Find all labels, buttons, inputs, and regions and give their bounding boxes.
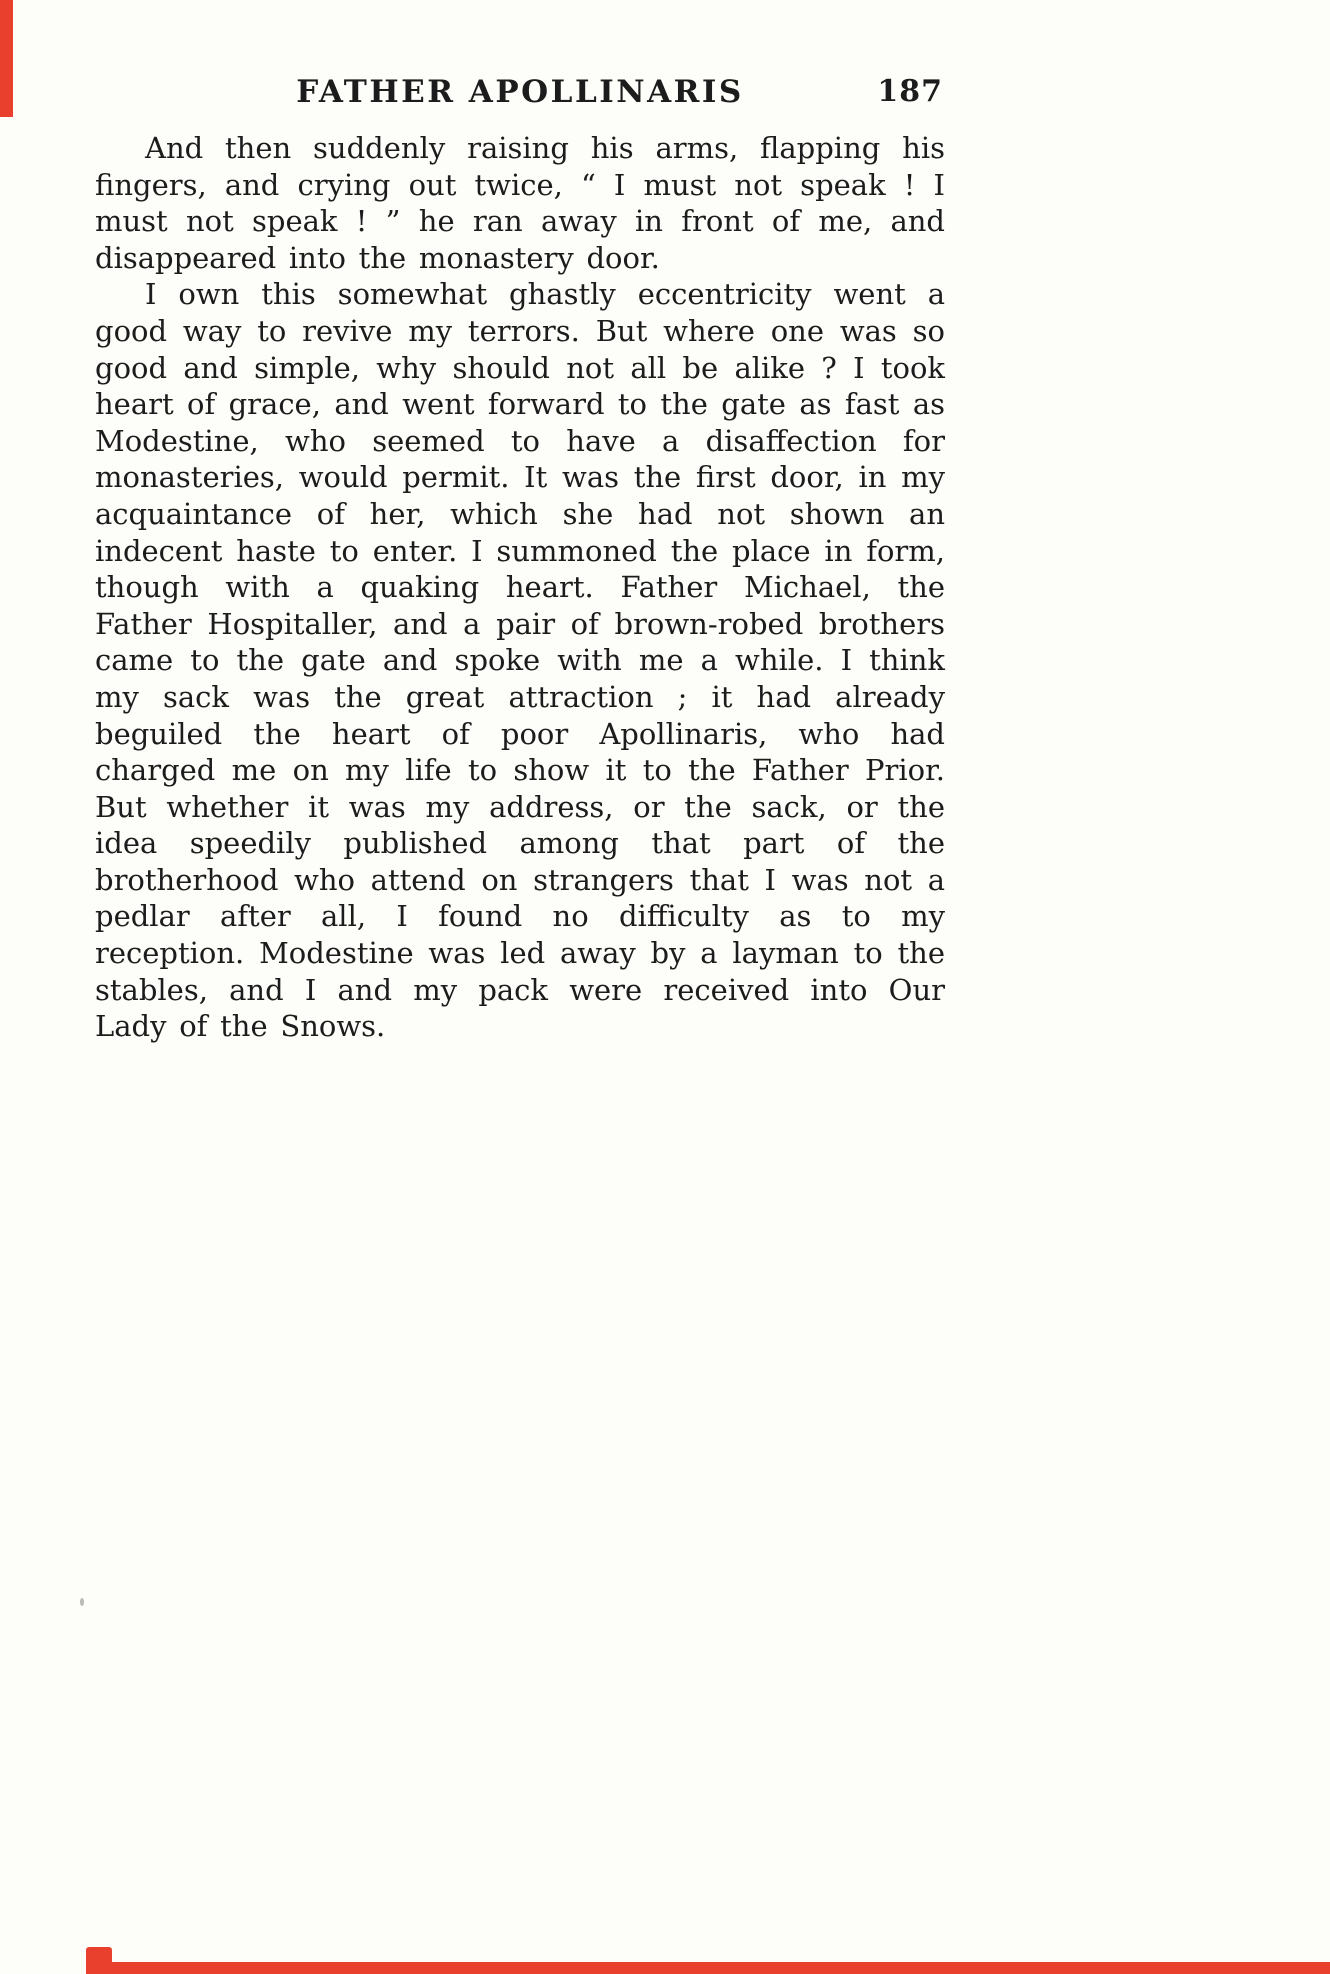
scan-edge-artifact-bottom [86,1962,1330,1974]
paragraph-1: And then suddenly raising his arms, flapping his fingers, and crying out twice, “ I must not speak ! I must not speak ! ” he ran away in front of me, and disappeared into the monastery door. [95,131,945,275]
text-column [95,72,945,1045]
scan-speck [80,1598,84,1606]
paragraph-2: I own this somewhat ghastly eccentricity went a good way to revive my terrors. But where one was so good and simple, why should not all be alike ? I took heart of grace, and went forward to the gate as fast as Modestine, who seemed to have a disaffection for monasteries, would permit. It was the first door, in my acquaintance of her, which she had not shown an indecent haste to enter. I summoned the place in form, though with a quaking heart. Father Michael, the Father Hospitaller, and a pair of brown-robed brothers came to the gate and spoke with me a while. I think my sack was the great attraction ; it had already beguiled the heart of poor Apollinaris, who had charged me on my life to show it to the Father Prior. But whether it was my address, or the sack, or the idea speedily published among that part of the brotherhood who attend on strangers that I was not a pedlar after all, I found no difficulty as to my reception. Modestine was led away by a layman to the stables, and I and my pack were received into Our Lady of the Snows. [95,277,945,1044]
chapter-title: FATHER APOLLINARIS [296,74,744,110]
running-header [95,72,945,130]
scan-edge-artifact-top-left [0,0,13,117]
page-number: 187 [877,74,943,109]
scan-edge-artifact-bottom-left [86,1947,112,1974]
